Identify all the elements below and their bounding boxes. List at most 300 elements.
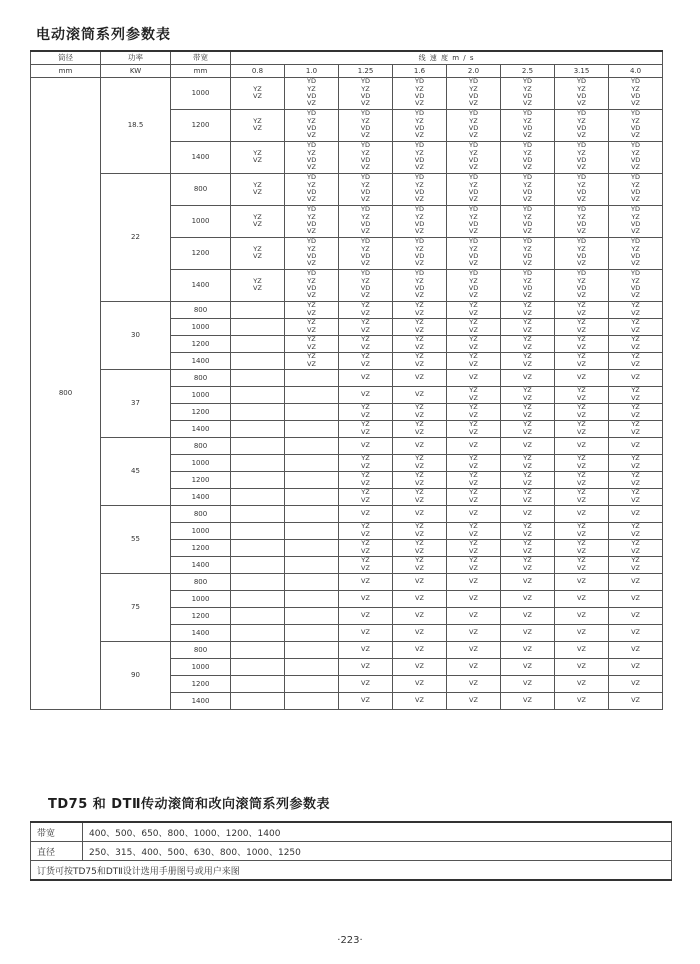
motor-type-codes: VZ	[469, 508, 478, 517]
motor-type-cell	[231, 301, 285, 318]
motor-type-code: VZ	[631, 393, 640, 402]
motor-type-codes: VZ	[415, 576, 424, 585]
motor-type-code: VZ	[523, 427, 532, 436]
motor-type-code: YZ	[631, 301, 640, 310]
motor-type-code: VD	[522, 188, 533, 196]
motor-type-cell	[231, 77, 285, 109]
motor-type-cell	[231, 658, 285, 675]
motor-type-code: YZ	[469, 403, 478, 412]
motor-type-codes: VZ	[631, 576, 640, 585]
table-row	[31, 505, 663, 522]
motor-type-cell	[501, 539, 555, 556]
motor-type-codes: VZ	[523, 661, 532, 670]
belt-width-cell: 1000	[171, 454, 231, 471]
motor-type-cell	[339, 403, 393, 420]
belt-width-cell: 800	[171, 173, 231, 205]
motor-type-code: VZ	[469, 563, 478, 572]
diameter-cell: 800	[31, 77, 101, 709]
motor-type-code: VD	[360, 92, 371, 100]
motor-type-cell	[501, 454, 555, 471]
motor-type-cell	[447, 141, 501, 173]
motor-type-code: VZ	[361, 461, 370, 470]
motor-type-code: VZ	[415, 461, 424, 470]
motor-type-code: YZ	[415, 522, 424, 531]
motor-type-code: YZ	[631, 84, 640, 93]
motor-type-cell	[231, 692, 285, 709]
motor-type-code: VZ	[631, 461, 640, 470]
motor-type-code: VZ	[415, 99, 424, 108]
motor-type-code: YZ	[361, 301, 370, 310]
motor-type-code: YD	[469, 173, 478, 182]
motor-type-cell	[501, 403, 555, 420]
motor-type-code: VD	[522, 252, 533, 260]
motor-type-code: VD	[630, 92, 641, 100]
motor-type-cell	[609, 403, 663, 420]
motor-type-codes	[555, 206, 608, 236]
motor-type-code: YZ	[253, 148, 262, 157]
motor-type-code: YD	[307, 173, 316, 182]
motor-type-code: YZ	[361, 318, 370, 327]
motor-type-codes	[609, 557, 662, 572]
motor-type-code: VZ	[415, 227, 424, 236]
motor-type-codes	[447, 78, 500, 108]
motor-type-code: VD	[468, 284, 479, 292]
motor-type-cell	[501, 505, 555, 522]
motor-type-code: YZ	[523, 318, 532, 327]
motor-type-code: YZ	[415, 556, 424, 565]
motor-type-codes	[447, 472, 500, 487]
motor-type-code: YZ	[361, 180, 370, 189]
belt-width-cell: 1200	[171, 471, 231, 488]
motor-type-codes	[447, 353, 500, 368]
motor-type-code: YZ	[415, 403, 424, 412]
motor-type-code: YZ	[631, 488, 640, 497]
motor-type-code: VZ	[415, 291, 424, 300]
motor-type-code: YZ	[253, 212, 262, 221]
motor-type-codes: VZ	[523, 678, 532, 687]
table-row	[31, 861, 672, 881]
motor-type-code: VD	[468, 188, 479, 196]
motor-type-code: YZ	[415, 454, 424, 463]
motor-type-code: YD	[523, 77, 532, 86]
motor-type-codes	[609, 455, 662, 470]
motor-type-code: YZ	[577, 116, 586, 125]
motor-type-codes	[501, 319, 554, 334]
belt-width-cell: 1400	[171, 692, 231, 709]
motor-type-codes	[393, 238, 446, 268]
motor-type-code: VZ	[415, 495, 424, 504]
motor-type-cell	[555, 488, 609, 505]
motor-type-cell	[555, 352, 609, 369]
motor-type-cell	[393, 77, 447, 109]
motor-type-cell	[447, 77, 501, 109]
motor-type-codes	[609, 142, 662, 172]
motor-type-code: YZ	[469, 148, 478, 157]
motor-type-code: VZ	[307, 308, 316, 317]
motor-type-code: VZ	[631, 131, 640, 140]
motor-type-cell	[339, 237, 393, 269]
motor-type-code: VZ	[631, 195, 640, 204]
belt-width-cell: 1200	[171, 237, 231, 269]
motor-type-codes: VZ	[631, 661, 640, 670]
belt-width-values: 400、500、650、800、1000、1200、1400	[83, 822, 672, 842]
motor-type-cell	[555, 109, 609, 141]
motor-type-codes	[555, 319, 608, 334]
motor-type-code: YZ	[631, 471, 640, 480]
motor-type-cell	[501, 573, 555, 590]
motor-type-codes: VZ	[415, 508, 424, 517]
speed-header-cell: 2.5	[501, 64, 555, 77]
motor-type-code: YD	[307, 269, 316, 278]
motor-type-code: VZ	[361, 131, 370, 140]
motor-type-code: YD	[415, 77, 424, 86]
motor-type-cell	[231, 109, 285, 141]
motor-type-codes	[393, 302, 446, 317]
motor-type-cell	[231, 369, 285, 386]
motor-type-code: VZ	[523, 495, 532, 504]
motor-type-code: VZ	[631, 563, 640, 572]
motor-type-code: YD	[361, 109, 370, 118]
motor-type-code: YZ	[469, 522, 478, 531]
motor-type-codes	[501, 387, 554, 402]
motor-type-cell	[447, 607, 501, 624]
belt-width-cell: 1200	[171, 539, 231, 556]
motor-type-cell	[609, 173, 663, 205]
motor-type-code: YD	[361, 141, 370, 150]
motor-type-code: YD	[415, 141, 424, 150]
motor-type-code: YD	[577, 109, 586, 118]
motor-type-codes: VZ	[577, 576, 586, 585]
motor-type-cell	[609, 77, 663, 109]
table-row	[31, 173, 663, 205]
motor-type-code: VZ	[253, 284, 262, 292]
motor-type-cell	[393, 237, 447, 269]
motor-type-code: VZ	[631, 325, 640, 334]
motor-type-code: VZ	[469, 529, 478, 538]
motor-type-codes	[231, 278, 284, 293]
motor-type-cell	[447, 590, 501, 607]
motor-type-code: VZ	[469, 227, 478, 236]
motor-type-code: VZ	[469, 495, 478, 504]
motor-type-code: YD	[307, 205, 316, 214]
motor-type-codes	[555, 421, 608, 436]
motor-type-codes	[555, 455, 608, 470]
order-note: 订货可按TD75和DTⅡ设计选用手册图号或用户来图	[31, 861, 672, 881]
motor-type-codes	[393, 270, 446, 300]
motor-type-code: YZ	[469, 556, 478, 565]
motor-type-code: YZ	[469, 244, 478, 253]
belt-width-cell: 1000	[171, 386, 231, 403]
motor-type-code: VD	[414, 188, 425, 196]
motor-type-cell	[609, 269, 663, 301]
motor-type-cell	[447, 624, 501, 641]
motor-type-cell	[555, 437, 609, 454]
motor-type-codes: VZ	[361, 576, 370, 585]
motor-type-cell	[393, 437, 447, 454]
motor-type-cell	[609, 352, 663, 369]
motor-type-code: YD	[523, 109, 532, 118]
motor-type-code: YZ	[415, 148, 424, 157]
motor-type-code: YZ	[523, 488, 532, 497]
motor-type-code: YZ	[361, 352, 370, 361]
motor-type-cell	[447, 658, 501, 675]
motor-type-cell	[609, 109, 663, 141]
motor-type-codes: VZ	[469, 661, 478, 670]
motor-type-code: VD	[414, 220, 425, 228]
motor-type-codes	[393, 404, 446, 419]
motor-type-codes: VZ	[631, 508, 640, 517]
motor-type-codes	[339, 455, 392, 470]
motor-type-cell	[339, 269, 393, 301]
header-diameter: 筒径	[31, 51, 101, 64]
motor-type-code: YZ	[253, 276, 262, 285]
motor-type-code: YZ	[307, 180, 316, 189]
header-power-unit: KW	[101, 64, 171, 77]
motor-type-code: YZ	[469, 471, 478, 480]
motor-type-code: YZ	[523, 116, 532, 125]
motor-type-cell	[501, 437, 555, 454]
motor-type-cell	[285, 624, 339, 641]
motor-type-code: VZ	[577, 410, 586, 419]
motor-type-codes	[285, 206, 338, 236]
motor-type-code: VD	[522, 124, 533, 132]
motor-type-cell	[555, 403, 609, 420]
motor-type-codes: VZ	[523, 372, 532, 381]
motor-type-codes	[447, 523, 500, 538]
motor-type-code: YD	[361, 237, 370, 246]
motor-type-code: VD	[468, 220, 479, 228]
motor-type-cell	[285, 173, 339, 205]
motor-type-code: VD	[630, 156, 641, 164]
motor-type-codes: VZ	[631, 440, 640, 449]
motor-type-cell	[555, 301, 609, 318]
motor-type-code: YD	[307, 109, 316, 118]
motor-type-cell	[555, 237, 609, 269]
motor-type-codes: VZ	[415, 695, 424, 704]
motor-type-cell	[501, 692, 555, 709]
belt-width-cell: 1400	[171, 420, 231, 437]
motor-type-codes	[555, 523, 608, 538]
motor-type-codes: VZ	[577, 678, 586, 687]
motor-type-cell	[339, 77, 393, 109]
motor-type-cell	[393, 386, 447, 403]
motor-type-codes	[609, 319, 662, 334]
motor-type-code: YZ	[577, 454, 586, 463]
motor-type-codes	[609, 110, 662, 140]
motor-type-codes	[339, 353, 392, 368]
header-row	[31, 64, 663, 77]
motor-type-codes: VZ	[577, 593, 586, 602]
motor-type-codes	[393, 78, 446, 108]
motor-type-code: YZ	[469, 212, 478, 221]
motor-type-cell	[555, 505, 609, 522]
motor-type-code: VZ	[469, 99, 478, 108]
motor-type-codes: VZ	[469, 576, 478, 585]
motor-type-codes	[609, 78, 662, 108]
motor-type-cell	[231, 488, 285, 505]
motor-type-cell	[285, 205, 339, 237]
header-line-speed: 线 速 度 m / s	[231, 51, 663, 64]
motor-type-cell	[393, 505, 447, 522]
motor-type-code: YZ	[523, 148, 532, 157]
motor-type-code: YD	[469, 269, 478, 278]
motor-type-cell	[609, 641, 663, 658]
motor-type-code: YZ	[361, 84, 370, 93]
motor-type-cell	[231, 141, 285, 173]
motor-type-code: YZ	[361, 276, 370, 285]
motor-type-code: YZ	[469, 386, 478, 395]
motor-type-cell	[447, 471, 501, 488]
motor-type-code: YZ	[307, 116, 316, 125]
motor-type-cell	[393, 335, 447, 352]
motor-type-cell	[285, 237, 339, 269]
motor-type-codes: VZ	[361, 678, 370, 687]
motor-type-code: VZ	[577, 495, 586, 504]
motor-type-code: VD	[414, 92, 425, 100]
motor-type-code: YZ	[631, 420, 640, 429]
motor-type-cell	[501, 352, 555, 369]
motor-type-code: YZ	[415, 301, 424, 310]
motor-type-code: VZ	[631, 342, 640, 351]
motor-type-cell	[609, 437, 663, 454]
motor-type-code: VZ	[523, 291, 532, 300]
motor-type-code: YD	[469, 205, 478, 214]
motor-type-code: VD	[630, 124, 641, 132]
motor-type-code: VZ	[361, 546, 370, 555]
motor-type-code: VZ	[523, 461, 532, 470]
belt-width-cell: 1200	[171, 335, 231, 352]
motor-type-code: YZ	[253, 244, 262, 253]
motor-type-code: VZ	[577, 163, 586, 172]
motor-type-code: VZ	[577, 359, 586, 368]
motor-type-cell	[339, 573, 393, 590]
motor-type-cell	[339, 386, 393, 403]
motor-type-code: YZ	[523, 212, 532, 221]
motor-type-code: YZ	[307, 318, 316, 327]
motor-type-code: YD	[307, 141, 316, 150]
motor-type-cell	[609, 205, 663, 237]
motor-type-cell	[555, 173, 609, 205]
motor-type-cell	[393, 556, 447, 573]
motor-type-code: VZ	[469, 291, 478, 300]
motor-type-code: YZ	[469, 454, 478, 463]
motor-type-cell	[555, 692, 609, 709]
motor-type-cell	[285, 141, 339, 173]
motor-type-code: VZ	[631, 427, 640, 436]
motor-type-codes	[447, 455, 500, 470]
motor-type-cell	[339, 369, 393, 386]
motor-type-codes	[393, 557, 446, 572]
motor-type-cell	[231, 539, 285, 556]
motor-type-code: VD	[414, 124, 425, 132]
motor-type-cell	[555, 539, 609, 556]
motor-type-cell	[285, 301, 339, 318]
motor-type-cell	[339, 318, 393, 335]
speed-header-cell: 1.25	[339, 64, 393, 77]
motor-type-cell	[339, 109, 393, 141]
motor-type-code: VZ	[361, 529, 370, 538]
motor-type-codes	[339, 142, 392, 172]
motor-type-cell	[285, 386, 339, 403]
motor-type-code: VZ	[631, 291, 640, 300]
motor-type-code: VZ	[631, 163, 640, 172]
motor-type-code: VZ	[253, 252, 262, 260]
motor-type-code: YZ	[631, 318, 640, 327]
motor-type-codes: VZ	[469, 372, 478, 381]
motor-type-cell	[555, 573, 609, 590]
motor-type-cell	[393, 573, 447, 590]
motor-type-code: VZ	[523, 308, 532, 317]
motor-type-cell	[339, 607, 393, 624]
motor-type-cell	[285, 318, 339, 335]
motor-type-cell	[609, 386, 663, 403]
motor-type-codes: VZ	[523, 627, 532, 636]
motor-type-code: YZ	[361, 403, 370, 412]
motor-type-code: VZ	[415, 308, 424, 317]
motor-type-codes: VZ	[631, 627, 640, 636]
motor-type-cell	[447, 369, 501, 386]
motor-type-code: YZ	[469, 318, 478, 327]
motor-type-cell	[393, 590, 447, 607]
motor-type-cell	[393, 420, 447, 437]
motor-type-code: YZ	[361, 148, 370, 157]
motor-type-code: YZ	[361, 488, 370, 497]
motor-type-cell	[447, 692, 501, 709]
motor-type-cell	[555, 77, 609, 109]
motor-type-codes	[555, 472, 608, 487]
motor-type-code: VZ	[523, 410, 532, 419]
motor-type-cell	[285, 403, 339, 420]
motor-type-code: VZ	[523, 529, 532, 538]
motor-type-codes	[555, 174, 608, 204]
motor-type-code: YD	[631, 109, 641, 118]
motor-type-codes	[609, 336, 662, 351]
motor-type-code: VZ	[523, 131, 532, 140]
motor-type-code: YZ	[469, 539, 478, 548]
motor-type-cell	[339, 471, 393, 488]
motor-type-code: VZ	[415, 163, 424, 172]
motor-type-codes: VZ	[415, 593, 424, 602]
motor-type-code: YZ	[361, 244, 370, 253]
motor-type-codes	[609, 238, 662, 268]
motor-type-codes: VZ	[469, 644, 478, 653]
motor-type-codes	[609, 353, 662, 368]
motor-type-codes: VZ	[469, 678, 478, 687]
motor-type-cell	[339, 335, 393, 352]
row-label-belt-width: 带宽	[31, 822, 83, 842]
motor-type-codes	[447, 421, 500, 436]
motor-type-code: VZ	[361, 227, 370, 236]
motor-type-code: YZ	[577, 352, 586, 361]
motor-type-codes	[555, 353, 608, 368]
motor-type-code: YD	[415, 237, 424, 246]
motor-type-codes	[555, 336, 608, 351]
motor-type-code: YZ	[523, 301, 532, 310]
motor-type-codes	[501, 540, 554, 555]
motor-type-codes	[393, 336, 446, 351]
motor-type-code: VD	[522, 284, 533, 292]
motor-type-cell	[609, 454, 663, 471]
motor-type-codes	[285, 353, 338, 368]
belt-width-cell: 1000	[171, 318, 231, 335]
motor-type-code: VZ	[577, 461, 586, 470]
motor-type-code: YZ	[631, 148, 640, 157]
motor-type-code: VZ	[631, 259, 640, 268]
motor-type-cell	[393, 141, 447, 173]
motor-type-codes: VZ	[523, 695, 532, 704]
motor-type-codes	[555, 270, 608, 300]
motor-type-code: VZ	[415, 478, 424, 487]
